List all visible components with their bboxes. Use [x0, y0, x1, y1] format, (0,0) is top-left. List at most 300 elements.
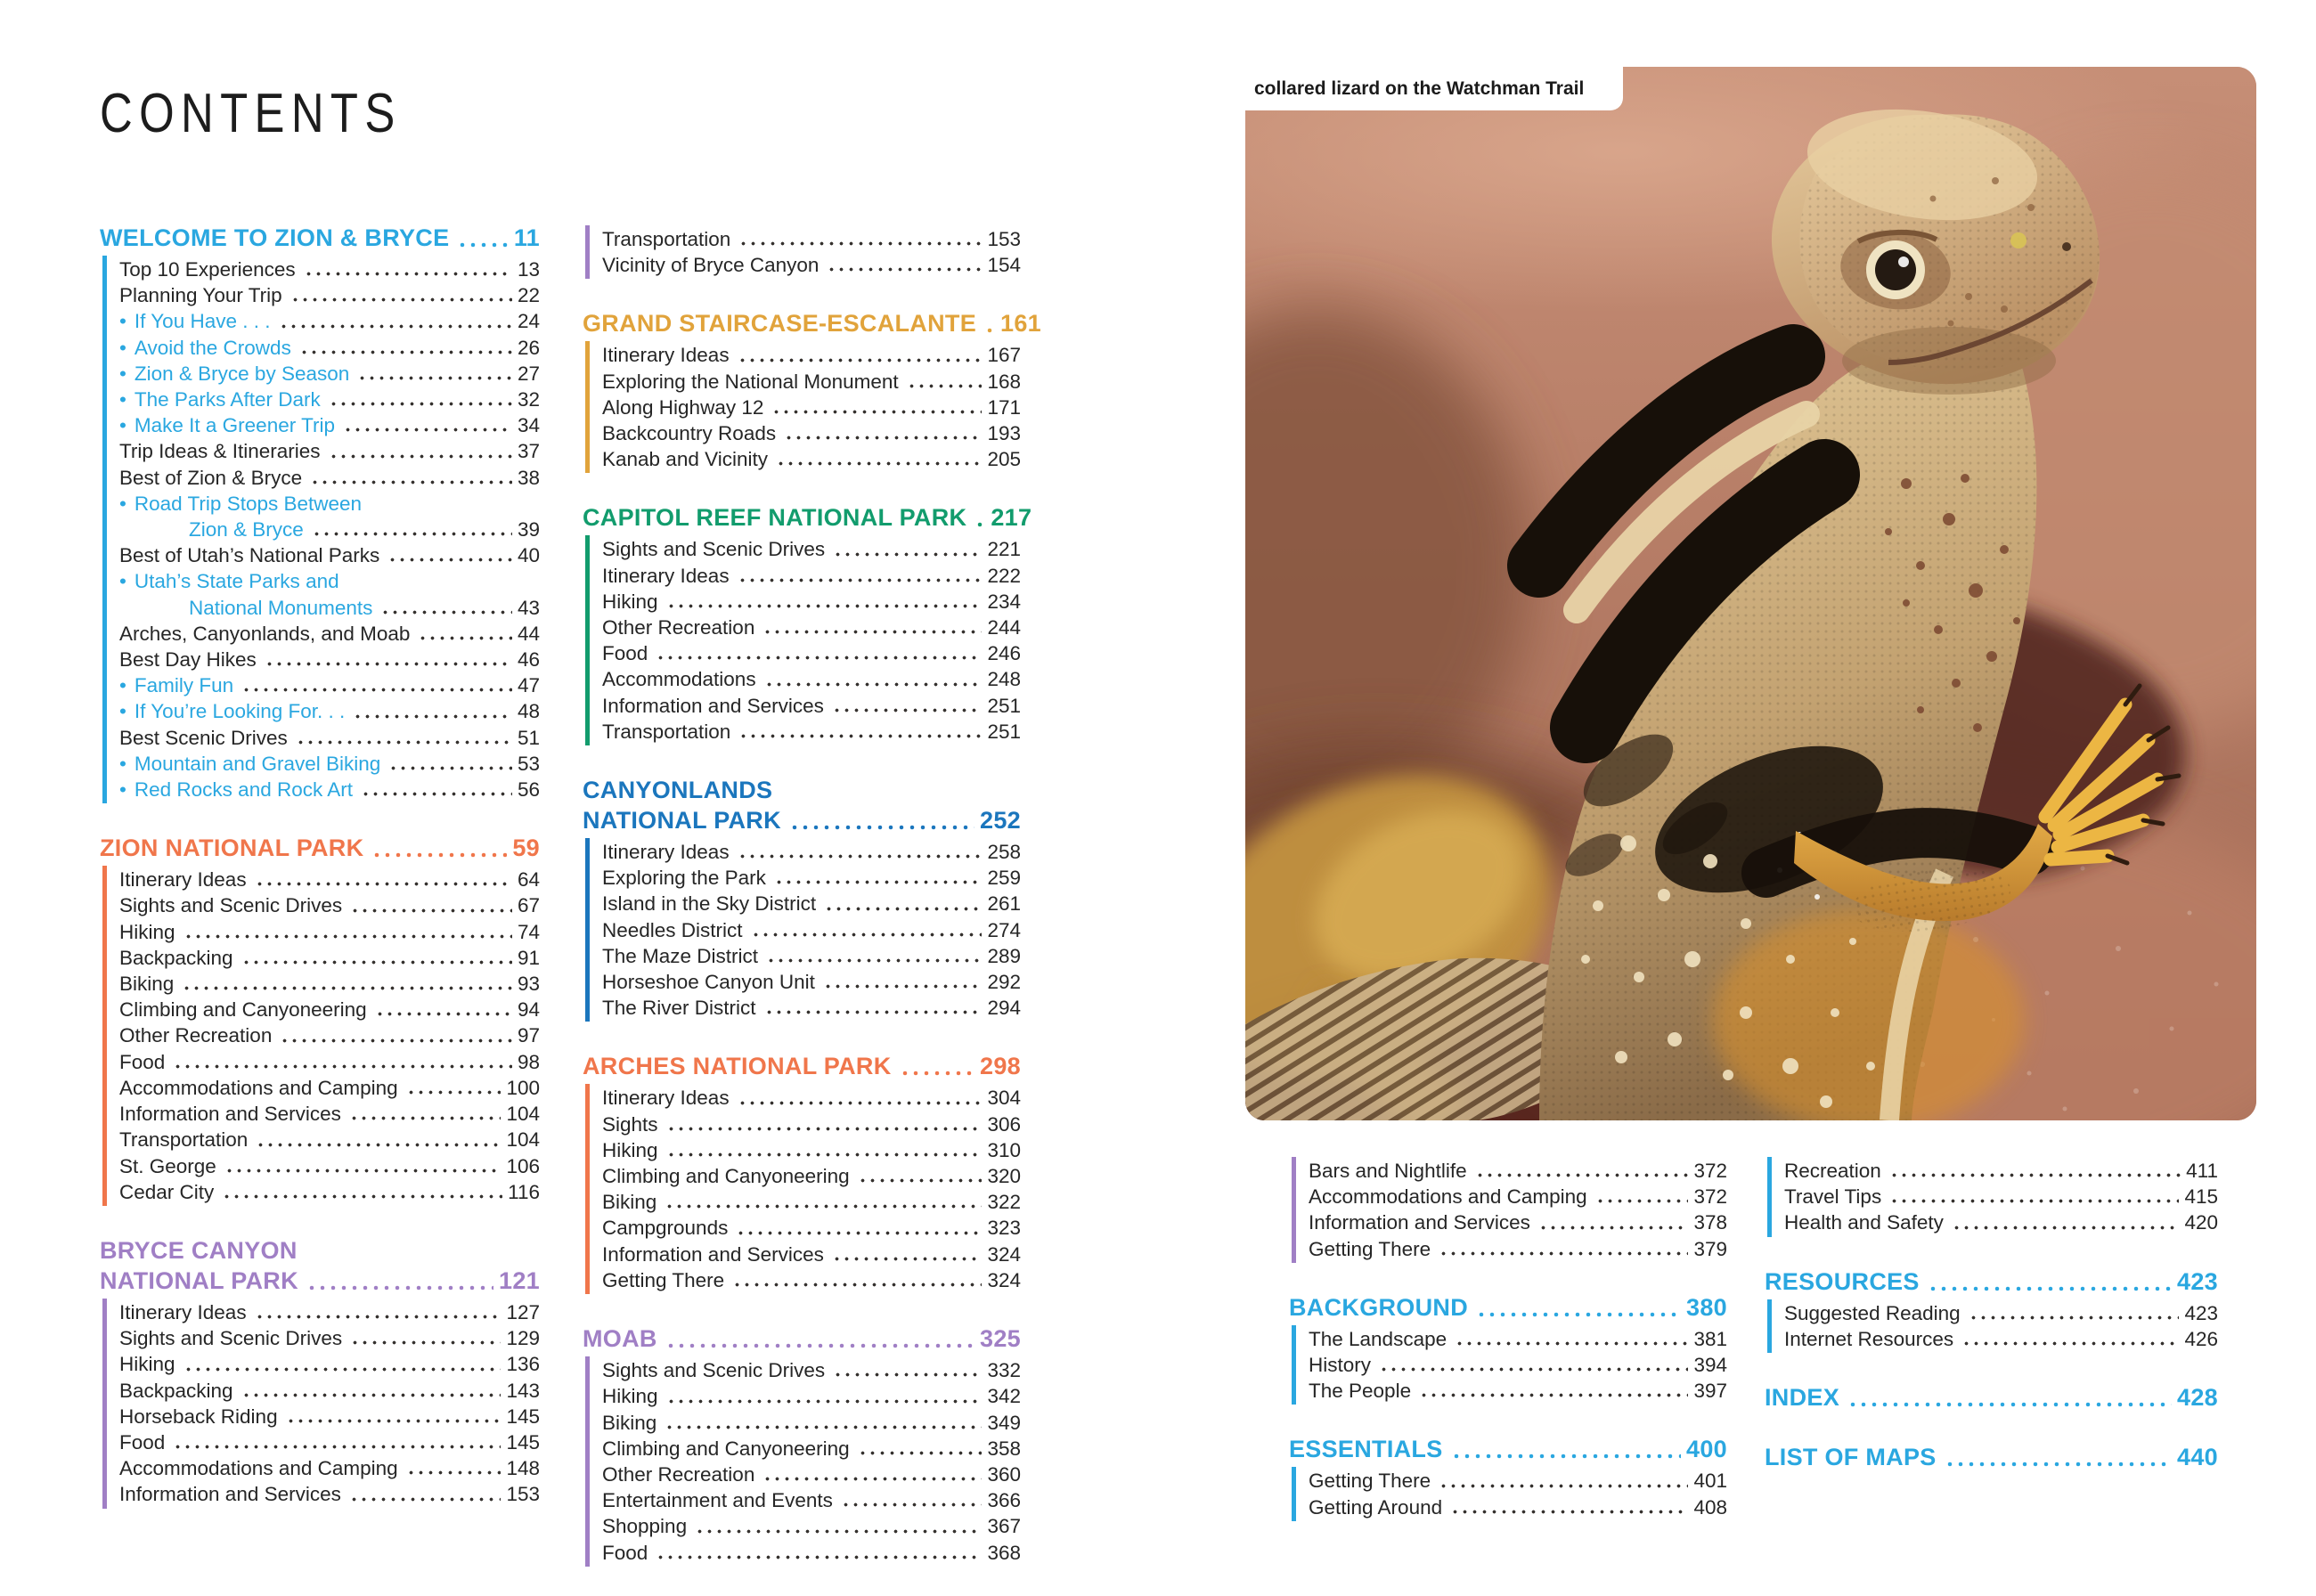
item-page-number: 367: [987, 1515, 1021, 1538]
toc-item: [602, 563, 1021, 589]
dot-leader: [830, 708, 983, 712]
toc-item-label: Kanab and Vicinity: [602, 448, 768, 471]
item-page-number: 97: [517, 1024, 540, 1047]
item-page-number: 415: [2184, 1185, 2218, 1209]
toc-item-label: Entertainment and Events: [602, 1489, 833, 1512]
dot-leader: [736, 854, 983, 859]
section-title: [1765, 1382, 2218, 1413]
toc-item-label: Sights and Scenic Drives: [602, 538, 826, 561]
toc-item: [119, 1325, 540, 1351]
toc-item: [119, 621, 540, 647]
toc-item: [602, 917, 1021, 943]
item-page-number: 74: [517, 920, 540, 943]
toc-item: [602, 1163, 1021, 1189]
section-title-text: ARCHES NATIONAL PARK: [583, 1053, 892, 1080]
toc-item: [602, 1462, 1021, 1487]
toc-section: [583, 1323, 1021, 1567]
item-page-number: 47: [517, 674, 540, 697]
item-page-number: 193: [987, 422, 1021, 445]
toc-item-label: Accommodations and Camping: [1309, 1185, 1587, 1209]
toc-item-label: Information and Services: [602, 1242, 824, 1266]
toc-item: [119, 1378, 540, 1404]
dot-leader: [665, 604, 983, 608]
toc-item-label: Backcountry Roads: [602, 422, 777, 445]
item-page-number: 32: [517, 388, 540, 411]
toc-item: [602, 865, 1021, 891]
section-title-line2: [100, 1266, 540, 1296]
item-page-number: 127: [506, 1300, 540, 1323]
dot-leader: [1537, 1226, 1689, 1230]
toc-section: [1765, 1157, 2218, 1237]
toc-column-4: [1765, 1154, 2218, 1502]
toc-item: [602, 615, 1021, 640]
item-page-number: 251: [987, 720, 1021, 743]
item-page-number: 426: [2184, 1327, 2218, 1350]
dot-leader: [1926, 1286, 2172, 1291]
toc-item: [602, 395, 1021, 420]
section-items: [1767, 1299, 2218, 1353]
item-page-number: 205: [987, 448, 1021, 471]
dot-leader: [1943, 1462, 2172, 1467]
toc-section: [583, 225, 1021, 279]
toc-item: [119, 308, 540, 334]
item-page-number: 104: [506, 1103, 540, 1126]
section-title-text: LIST OF MAPS: [1765, 1444, 1937, 1471]
toc-item-label: Internet Resources: [1784, 1327, 1954, 1350]
toc-item: [1309, 1236, 1727, 1262]
item-page-number: 154: [987, 254, 1021, 277]
item-page-number: 324: [987, 1242, 1021, 1266]
section-title-text: BRYCE CANYON: [100, 1236, 298, 1264]
dot-leader: [302, 272, 512, 276]
item-page-number: 143: [506, 1379, 540, 1402]
section-title-text: NATIONAL PARK: [100, 1266, 298, 1294]
toc-item: [119, 387, 540, 412]
item-page-number: 379: [1693, 1237, 1727, 1260]
bullet-icon: •: [119, 414, 126, 437]
section-items: [1292, 1157, 1727, 1263]
toc-item: [119, 1455, 540, 1481]
section-items: [102, 866, 540, 1206]
item-page-number: 259: [987, 867, 1021, 890]
toc-item-label: The Parks After Dark: [134, 388, 321, 411]
toc-item-label: Information and Services: [602, 694, 824, 717]
dot-leader: [1888, 1173, 2181, 1177]
dot-leader: [253, 882, 512, 886]
item-page-number: 167: [987, 344, 1021, 367]
dot-leader: [1960, 1341, 2179, 1346]
toc-item: [119, 491, 540, 517]
dot-leader: [182, 934, 512, 939]
dot-leader: [1417, 1393, 1688, 1397]
toc-item: [119, 892, 540, 918]
section-page-number: 11: [513, 224, 540, 251]
toc-item-label: Getting There: [1309, 1470, 1431, 1493]
section-page-number: 252: [980, 807, 1021, 835]
toc-item-label: Other Recreation: [119, 1024, 273, 1047]
item-page-number: 94: [517, 998, 540, 1022]
item-page-number: 148: [506, 1457, 540, 1480]
toc-item: [119, 1351, 540, 1377]
item-page-number: 136: [506, 1353, 540, 1376]
toc-item: [602, 943, 1021, 969]
section-items: [585, 1356, 1021, 1567]
toc-item-label: The People: [1309, 1380, 1412, 1403]
section-page-number: 161: [1000, 310, 1041, 338]
toc-item-label: History: [1309, 1354, 1372, 1377]
toc-item-label: Hiking: [119, 1353, 175, 1376]
dot-leader: [171, 1445, 501, 1449]
toc-item: [602, 693, 1021, 719]
toc-item-label: Getting Around: [1309, 1495, 1443, 1519]
item-page-number: 368: [987, 1541, 1021, 1564]
item-page-number: 332: [987, 1359, 1021, 1382]
dot-leader: [663, 1425, 982, 1429]
dot-leader: [263, 662, 512, 666]
dot-leader: [825, 267, 982, 272]
toc-column-1: [100, 223, 540, 1538]
toc-item: [602, 640, 1021, 666]
toc-item: [1784, 1300, 2218, 1326]
item-page-number: 258: [987, 841, 1021, 864]
dot-leader: [416, 636, 512, 640]
section-title: [100, 1235, 540, 1266]
dot-leader: [830, 1257, 983, 1261]
bullet-icon: •: [119, 362, 126, 385]
dot-leader: [310, 532, 512, 536]
section-page-number: 325: [980, 1325, 1021, 1353]
toc-item-label: Biking: [602, 1411, 657, 1434]
item-page-number: 320: [987, 1165, 1021, 1188]
toc-item-label: Bars and Nightlife: [1309, 1160, 1467, 1182]
item-page-number: 98: [517, 1050, 540, 1073]
section-items: [585, 535, 1021, 745]
item-page-number: 145: [506, 1430, 540, 1454]
item-page-number: 37: [517, 440, 540, 463]
section-page-number: 121: [499, 1266, 540, 1294]
dot-leader: [856, 1451, 983, 1455]
bullet-icon: •: [119, 492, 126, 515]
item-page-number: 261: [987, 892, 1021, 916]
dot-leader: [664, 1343, 975, 1348]
section-title-text: INDEX: [1765, 1384, 1840, 1412]
toc-item: [602, 995, 1021, 1021]
toc-item: [119, 1299, 540, 1325]
section-items: [1292, 1467, 1727, 1520]
toc-item-label: Other Recreation: [602, 1462, 755, 1486]
toc-item-label: Horseshoe Canyon Unit: [602, 971, 815, 994]
toc-item: [602, 1383, 1021, 1409]
photo-caption: collared lizard on the Watchman Trail: [1245, 67, 1623, 110]
dot-leader: [253, 1315, 502, 1319]
toc-item: [602, 446, 1021, 472]
dot-leader: [770, 410, 982, 414]
dot-leader: [278, 1038, 512, 1043]
dot-leader: [761, 630, 982, 634]
toc-item: [602, 1242, 1021, 1267]
dot-leader: [284, 1419, 502, 1423]
dot-leader: [404, 1090, 502, 1095]
dot-leader: [240, 1393, 502, 1397]
dot-leader: [764, 958, 982, 963]
dot-leader: [654, 656, 982, 660]
dot-leader: [737, 734, 982, 738]
dot-leader: [348, 908, 512, 913]
dot-leader: [983, 328, 995, 333]
bullet-icon: •: [119, 674, 126, 697]
toc-item: [1309, 1209, 1727, 1235]
dot-leader: [387, 766, 512, 770]
toc-item: [602, 1513, 1021, 1539]
dot-leader: [693, 1529, 982, 1534]
page-title: CONTENTS: [100, 83, 402, 144]
section-title-text: MOAB: [583, 1325, 657, 1353]
dot-leader: [665, 1127, 983, 1131]
toc-item-label: Climbing and Canyoneering: [602, 1165, 850, 1188]
toc-item: [119, 1127, 540, 1152]
item-page-number: 251: [987, 694, 1021, 717]
section-title-text: GRAND STAIRCASE-ESCALANTE: [583, 310, 977, 338]
item-page-number: 67: [517, 894, 540, 917]
toc-item: [602, 589, 1021, 615]
dot-leader: [736, 1101, 983, 1105]
toc-section: [1765, 1266, 2218, 1353]
item-page-number: 48: [517, 700, 540, 723]
toc-item: [1309, 1326, 1727, 1352]
dot-leader: [223, 1168, 502, 1173]
toc-item: [119, 647, 540, 672]
toc-item: [119, 568, 540, 594]
dot-leader: [1449, 1454, 1682, 1459]
toc-section: [583, 775, 1021, 1022]
dot-leader: [171, 1064, 512, 1069]
section-items: [585, 225, 1021, 279]
dot-leader: [822, 907, 982, 911]
toc-item: [1309, 1184, 1727, 1209]
toc-item-label: Information and Services: [119, 1483, 341, 1506]
lizard-photo: [1245, 67, 2256, 1120]
dot-leader: [762, 1010, 983, 1014]
toc-item-label: Itinerary Ideas: [602, 1087, 730, 1110]
toc-item: [119, 517, 540, 542]
toc-section: [1765, 1442, 2218, 1472]
toc-item-label: Itinerary Ideas: [119, 1300, 247, 1323]
dot-leader: [327, 454, 512, 459]
toc-section: [100, 1235, 540, 1509]
item-page-number: 366: [987, 1489, 1021, 1512]
dot-leader: [180, 986, 512, 990]
dot-leader: [1448, 1510, 1688, 1514]
toc-item-label: Itinerary Ideas: [602, 344, 730, 367]
dot-leader: [240, 960, 512, 965]
item-page-number: 116: [508, 1180, 540, 1203]
section-title-text: BACKGROUND: [1289, 1293, 1468, 1321]
toc-item: [119, 1153, 540, 1179]
toc-item-label: Information and Services: [1309, 1211, 1530, 1234]
toc-item: [602, 1137, 1021, 1163]
toc-item-label: Horseback Riding: [119, 1405, 278, 1428]
toc-item: [1309, 1378, 1727, 1404]
bullet-icon: •: [119, 570, 126, 593]
dot-leader: [182, 1367, 502, 1372]
toc-item-label: Backpacking: [119, 946, 233, 969]
toc-item-label: Information and Services: [119, 1103, 341, 1126]
toc-item-label: The River District: [602, 997, 756, 1020]
item-page-number: 248: [987, 668, 1021, 691]
toc-item-label: Itinerary Ideas: [602, 564, 730, 587]
toc-item-label: Hiking: [602, 1385, 658, 1408]
toc-item-label: Suggested Reading: [1784, 1301, 1961, 1324]
toc-item: [119, 282, 540, 308]
toc-item: [1309, 1352, 1727, 1378]
section-page-number: 217: [991, 504, 1032, 532]
section-title: [583, 308, 1041, 338]
toc-item: [602, 1487, 1021, 1513]
dot-leader: [905, 384, 983, 388]
item-page-number: 274: [987, 918, 1021, 941]
toc-section: [1289, 1292, 1727, 1405]
section-items: [585, 1084, 1021, 1294]
section-title: [583, 1051, 1021, 1081]
toc-section: [100, 833, 540, 1206]
section-items: [102, 256, 540, 803]
section-title-text: NATIONAL PARK: [583, 807, 781, 835]
toc-item-label: National Monuments: [189, 596, 373, 619]
item-page-number: 34: [517, 414, 540, 437]
toc-column-2: [583, 223, 1041, 1596]
toc-section: [1289, 1434, 1727, 1520]
dot-leader: [665, 1152, 983, 1157]
toc-item-label: Best of Utah’s National Parks: [119, 544, 380, 567]
item-page-number: 234: [987, 590, 1021, 613]
toc-item-label: Top 10 Experiences: [119, 258, 296, 281]
item-page-number: 171: [987, 395, 1021, 419]
item-page-number: 91: [517, 946, 540, 969]
toc-item-label: Accommodations and Camping: [119, 1457, 398, 1480]
item-page-number: 360: [987, 1462, 1021, 1486]
toc-item: [119, 672, 540, 698]
dot-leader: [737, 241, 982, 246]
item-page-number: 306: [987, 1112, 1021, 1136]
toc-item-label: Best Scenic Drives: [119, 726, 288, 749]
toc-item-label: Best Day Hikes: [119, 648, 257, 672]
toc-column-3: [1289, 1154, 1727, 1551]
item-page-number: 381: [1693, 1327, 1727, 1350]
dot-leader: [327, 402, 512, 406]
dot-leader: [736, 358, 983, 362]
toc-item-label: Exploring the Park: [602, 867, 766, 890]
item-page-number: 46: [517, 648, 540, 672]
toc-item: [602, 369, 1021, 395]
item-page-number: 342: [987, 1385, 1021, 1408]
section-page-number: 298: [980, 1053, 1021, 1080]
toc-item-label: Accommodations and Camping: [119, 1076, 398, 1099]
dot-leader: [1437, 1484, 1688, 1488]
toc-item-label: Zion & Bryce by Season: [134, 362, 350, 385]
toc-item: [602, 891, 1021, 916]
toc-section: [100, 223, 540, 803]
dot-leader: [839, 1502, 983, 1507]
dot-leader: [1594, 1199, 1689, 1203]
dot-leader: [1950, 1226, 2180, 1230]
toc-item-label: Best of Zion & Bryce: [119, 466, 303, 489]
dot-leader: [348, 1340, 501, 1345]
bullet-icon: •: [119, 388, 126, 411]
item-page-number: 129: [506, 1327, 540, 1350]
section-title-text: WELCOME TO ZION & BRYCE: [100, 224, 450, 251]
dot-leader: [730, 1282, 982, 1287]
toc-item: [602, 226, 1021, 252]
dot-leader: [1437, 1251, 1688, 1256]
dot-leader: [355, 376, 512, 380]
item-page-number: 44: [517, 622, 540, 645]
toc-item-label: Transportation: [119, 1128, 249, 1152]
toc-item-label: Arches, Canyonlands, and Moab: [119, 622, 411, 645]
dot-leader: [305, 1285, 493, 1291]
toc-item-label: Getting There: [1309, 1237, 1431, 1260]
toc-item-label: Other Recreation: [602, 616, 755, 639]
toc-item: [1309, 1494, 1727, 1520]
section-title: [583, 1323, 1021, 1354]
item-page-number: 38: [517, 466, 540, 489]
toc-item: [602, 342, 1021, 368]
toc-item-label: Climbing and Canyoneering: [602, 1437, 850, 1460]
section-title: [100, 223, 540, 253]
toc-item-label: Island in the Sky District: [602, 892, 817, 916]
dot-leader: [736, 578, 983, 582]
toc-item-label: Exploring the National Monument: [602, 370, 899, 393]
section-title: [583, 775, 1021, 805]
section-title: [1289, 1434, 1727, 1464]
toc-item: [602, 1410, 1021, 1436]
item-page-number: 153: [506, 1483, 540, 1506]
section-items: [1767, 1157, 2218, 1237]
item-page-number: 53: [517, 752, 540, 775]
item-page-number: 153: [987, 228, 1021, 250]
dot-leader: [1967, 1315, 2180, 1320]
item-page-number: 39: [517, 518, 540, 542]
toc-item-label: Hiking: [602, 590, 658, 613]
toc-item: [119, 1179, 540, 1205]
toc-item-label: Food: [602, 1541, 648, 1564]
toc-item-label: Needles District: [602, 918, 743, 941]
toc-item: [602, 536, 1021, 562]
toc-item-label: Hiking: [119, 920, 175, 943]
item-page-number: 104: [506, 1128, 540, 1152]
item-page-number: 244: [987, 616, 1021, 639]
toc-item: [602, 1540, 1021, 1566]
toc-item-label: Sights and Scenic Drives: [602, 1359, 826, 1382]
section-items: [1292, 1325, 1727, 1405]
dot-leader: [1377, 1367, 1688, 1372]
toc-item-label: If You’re Looking For. . .: [134, 700, 346, 723]
toc-item: [119, 1429, 540, 1455]
dot-leader: [386, 558, 512, 562]
toc-item: [119, 256, 540, 282]
toc-item: [119, 1404, 540, 1429]
toc-item: [119, 1075, 540, 1101]
toc-item: [119, 542, 540, 568]
toc-item: [602, 252, 1021, 278]
item-page-number: 289: [987, 944, 1021, 967]
toc-section: [1765, 1382, 2218, 1413]
toc-item: [1784, 1184, 2218, 1209]
toc-item: [602, 420, 1021, 446]
section-page-number: 400: [1686, 1436, 1727, 1463]
item-page-number: 378: [1693, 1211, 1727, 1234]
item-page-number: 349: [987, 1411, 1021, 1434]
toc-item: [1784, 1209, 2218, 1235]
